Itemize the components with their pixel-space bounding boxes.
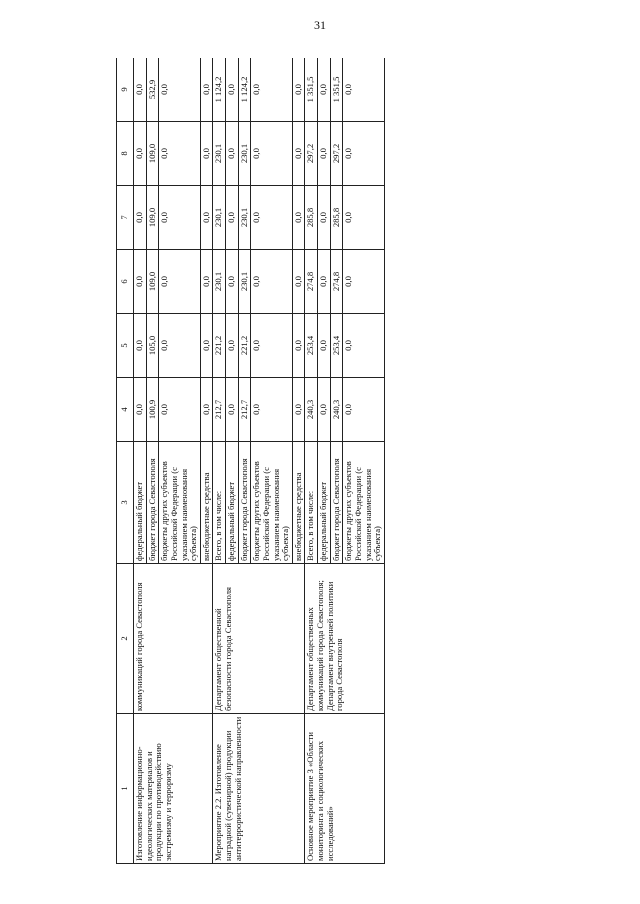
- value-cell: 212,7: [238, 378, 251, 442]
- value-cell: 0,0: [343, 58, 385, 122]
- value-cell: 0,0: [200, 58, 213, 122]
- header-cell: 3: [117, 442, 134, 564]
- value-cell: 0,0: [292, 122, 305, 186]
- value-cell: 253,4: [330, 314, 343, 378]
- value-cell: 0,0: [200, 122, 213, 186]
- value-cell: 0,0: [159, 378, 201, 442]
- value-cell: 0,0: [226, 250, 239, 314]
- value-cell: 230,1: [238, 250, 251, 314]
- value-cell: 230,1: [213, 250, 226, 314]
- value-cell: 0,0: [226, 58, 239, 122]
- value-cell: 109,0: [146, 250, 159, 314]
- value-cell: 0,0: [159, 122, 201, 186]
- header-cell: 6: [117, 250, 134, 314]
- funding-source: бюджеты других субъектов Российской Федерации (с указанием наименования субъекта): [251, 442, 293, 564]
- activity-name: Изготовление информационно-идеологических материалов и продукции по противодействию экстремизму и терроризму: [134, 714, 213, 864]
- value-cell: 0,0: [251, 186, 293, 250]
- value-cell: 297,2: [330, 122, 343, 186]
- value-cell: 0,0: [134, 122, 147, 186]
- value-cell: 0,0: [251, 250, 293, 314]
- table-row: [134, 58, 147, 864]
- funding-source: Всего, в том числе:: [213, 442, 226, 564]
- value-cell: 221,2: [213, 314, 226, 378]
- value-cell: 274,8: [330, 250, 343, 314]
- value-cell: 0,0: [159, 250, 201, 314]
- value-cell: 0,0: [343, 122, 385, 186]
- value-cell: 0,0: [159, 314, 201, 378]
- value-cell: 0,0: [343, 250, 385, 314]
- funding-source: бюджет города Севастополя: [330, 442, 343, 564]
- value-cell: 0,0: [226, 314, 239, 378]
- value-cell: 0,0: [226, 122, 239, 186]
- value-cell: 297,2: [305, 122, 318, 186]
- value-cell: 0,0: [318, 186, 331, 250]
- value-cell: 230,1: [213, 122, 226, 186]
- value-cell: 105,0: [146, 314, 159, 378]
- value-cell: 0,0: [200, 314, 213, 378]
- header-cell: 5: [117, 314, 134, 378]
- value-cell: 240,3: [305, 378, 318, 442]
- value-cell: 230,1: [238, 186, 251, 250]
- value-cell: 0,0: [251, 122, 293, 186]
- value-cell: 0,0: [159, 58, 201, 122]
- value-cell: 230,1: [238, 122, 251, 186]
- value-cell: 0,0: [251, 314, 293, 378]
- value-cell: 0,0: [200, 186, 213, 250]
- executor-name: Департамент общественной безопасности города Севастополя: [213, 564, 305, 714]
- value-cell: 0,0: [200, 378, 213, 442]
- funding-source: внебюджетные средства: [292, 442, 305, 564]
- page-number: 31: [314, 18, 326, 32]
- value-cell: 274,8: [305, 250, 318, 314]
- value-cell: 0,0: [318, 122, 331, 186]
- value-cell: 0,0: [134, 58, 147, 122]
- budget-table: [116, 58, 385, 864]
- value-cell: 0,0: [200, 250, 213, 314]
- value-cell: 0,0: [134, 250, 147, 314]
- executor-name: коммуникаций города Севастополя: [134, 564, 213, 714]
- header-cell: 1: [117, 714, 134, 864]
- value-cell: 285,8: [305, 186, 318, 250]
- funding-source: бюджеты других субъектов Российской Федерации (с указанием наименования субъекта): [159, 442, 201, 564]
- value-cell: 285,8: [330, 186, 343, 250]
- value-cell: 0,0: [292, 58, 305, 122]
- header-cell: 2: [117, 564, 134, 714]
- value-cell: 0,0: [292, 378, 305, 442]
- funding-source: федеральный бюджет: [318, 442, 331, 564]
- value-cell: 212,7: [213, 378, 226, 442]
- value-cell: 0,0: [134, 314, 147, 378]
- rotated-table-area: [116, 58, 560, 864]
- value-cell: 0,0: [343, 314, 385, 378]
- value-cell: 0,0: [159, 186, 201, 250]
- header-cell: 7: [117, 186, 134, 250]
- value-cell: 230,1: [213, 186, 226, 250]
- value-cell: 0,0: [251, 58, 293, 122]
- value-cell: 0,0: [292, 314, 305, 378]
- value-cell: 0,0: [318, 58, 331, 122]
- value-cell: 1 351,5: [305, 58, 318, 122]
- value-cell: 100,9: [146, 378, 159, 442]
- value-cell: 1 124,2: [213, 58, 226, 122]
- value-cell: 0,0: [343, 378, 385, 442]
- activity-name: Мероприятие 2.2. Изготовление наградной (сувенирной) продукции антитеррористической направленности: [213, 714, 305, 864]
- funding-source: Всего, в том числе:: [305, 442, 318, 564]
- value-cell: 0,0: [292, 250, 305, 314]
- value-cell: 0,0: [343, 186, 385, 250]
- rotated-table-container: [116, 58, 560, 864]
- header-cell: 9: [117, 58, 134, 122]
- value-cell: 0,0: [292, 186, 305, 250]
- header-row: [117, 58, 134, 864]
- value-cell: 240,3: [330, 378, 343, 442]
- executor-name: Департамент общественных коммуникаций города Севастополя; Департамент внутренней политики города Севастополя: [305, 564, 384, 714]
- value-cell: 0,0: [134, 378, 147, 442]
- value-cell: 0,0: [134, 186, 147, 250]
- value-cell: 109,0: [146, 186, 159, 250]
- header-cell: 4: [117, 378, 134, 442]
- table-row: [213, 58, 226, 864]
- value-cell: 1 124,2: [238, 58, 251, 122]
- value-cell: 221,2: [238, 314, 251, 378]
- value-cell: 0,0: [251, 378, 293, 442]
- funding-source: бюджет города Севастополя: [146, 442, 159, 564]
- funding-source: внебюджетные средства: [200, 442, 213, 564]
- header-cell: 8: [117, 122, 134, 186]
- value-cell: 0,0: [226, 186, 239, 250]
- funding-source: федеральный бюджет: [134, 442, 147, 564]
- funding-source: бюджет города Севастополя: [238, 442, 251, 564]
- value-cell: 109,0: [146, 122, 159, 186]
- value-cell: 0,0: [318, 378, 331, 442]
- value-cell: 532,9: [146, 58, 159, 122]
- value-cell: 253,4: [305, 314, 318, 378]
- table-row: [305, 58, 318, 864]
- value-cell: 1 351,5: [330, 58, 343, 122]
- funding-source: бюджеты других субъектов Российской Федерации (с указанием наименования субъекта): [343, 442, 385, 564]
- activity-name: Основное мероприятие 3 «Области мониторинга и социологических исследований»: [305, 714, 384, 864]
- value-cell: 0,0: [318, 314, 331, 378]
- value-cell: 0,0: [318, 250, 331, 314]
- funding-source: федеральный бюджет: [226, 442, 239, 564]
- value-cell: 0,0: [226, 378, 239, 442]
